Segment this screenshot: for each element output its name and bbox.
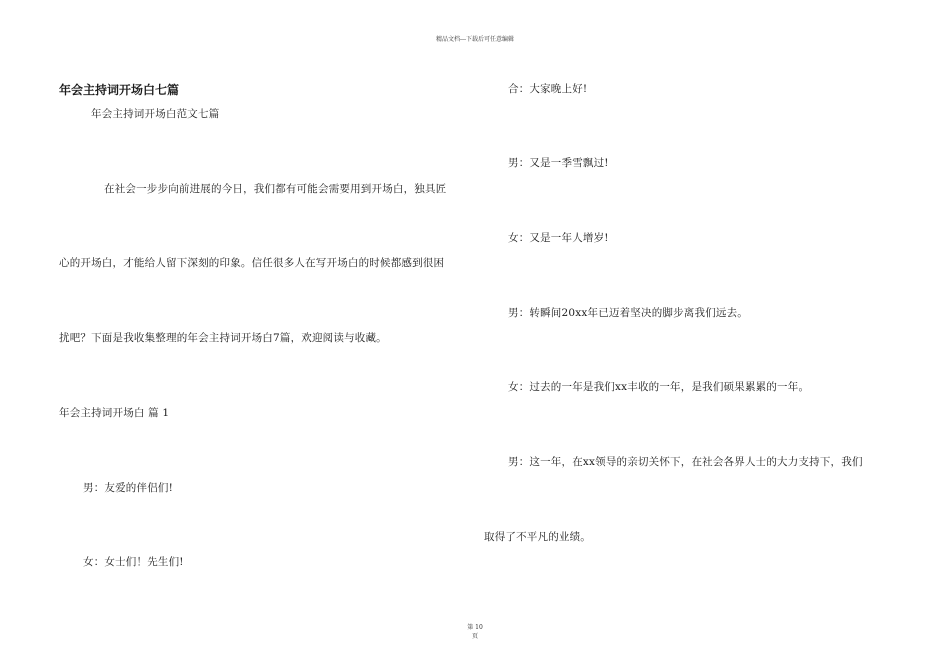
page-number-line	[0, 623, 950, 632]
dialogue-line: 男：转瞬间20xx年已迈着坚决的脚步离我们远去。	[508, 307, 749, 319]
dialogue-line: 男：这一年，在xx领导的亲切关怀下，在社会各界人士的大力支持下，我们	[508, 456, 863, 468]
page-number: 10	[475, 624, 483, 631]
document-title: 年会主持词开场白七篇	[59, 83, 180, 97]
dialogue-line: 女：又是一年人增岁!	[508, 232, 609, 244]
document-subtitle: 年会主持词开场白范文七篇	[91, 108, 220, 120]
page-suffix: 页	[471, 633, 478, 640]
dialogue-line: 女：女士们！先生们!	[83, 556, 184, 568]
intro-line-3: 扰吧？下面是我收集整理的年会主持词开场白7篇，欢迎阅读与收藏。	[59, 332, 387, 344]
dialogue-line: 女：过去的一年是我们xx丰收的一年，是我们硕果累累的一年。	[508, 381, 810, 393]
page-header: 精品文档---下载后可任意编辑	[435, 36, 515, 43]
dialogue-line: 男：友爱的伴侣们!	[83, 482, 174, 494]
dialogue-line: 男：又是一季雪飘过!	[508, 157, 609, 169]
section-heading: 年会主持词开场白 篇 1	[59, 407, 170, 419]
dialogue-line: 合：大家晚上好!	[508, 83, 588, 95]
dialogue-line: 取得了不平凡的业绩。	[484, 531, 591, 543]
intro-line-1: 在社会一步步向前进展的今日，我们都有可能会需要用到开场白，独具匠	[104, 183, 447, 195]
page-footer	[0, 623, 950, 641]
page-prefix: 第	[467, 624, 474, 631]
intro-line-2: 心的开场白，才能给人留下深刻的印象。信任很多人在写开场白的时候都感到很困	[59, 257, 445, 269]
